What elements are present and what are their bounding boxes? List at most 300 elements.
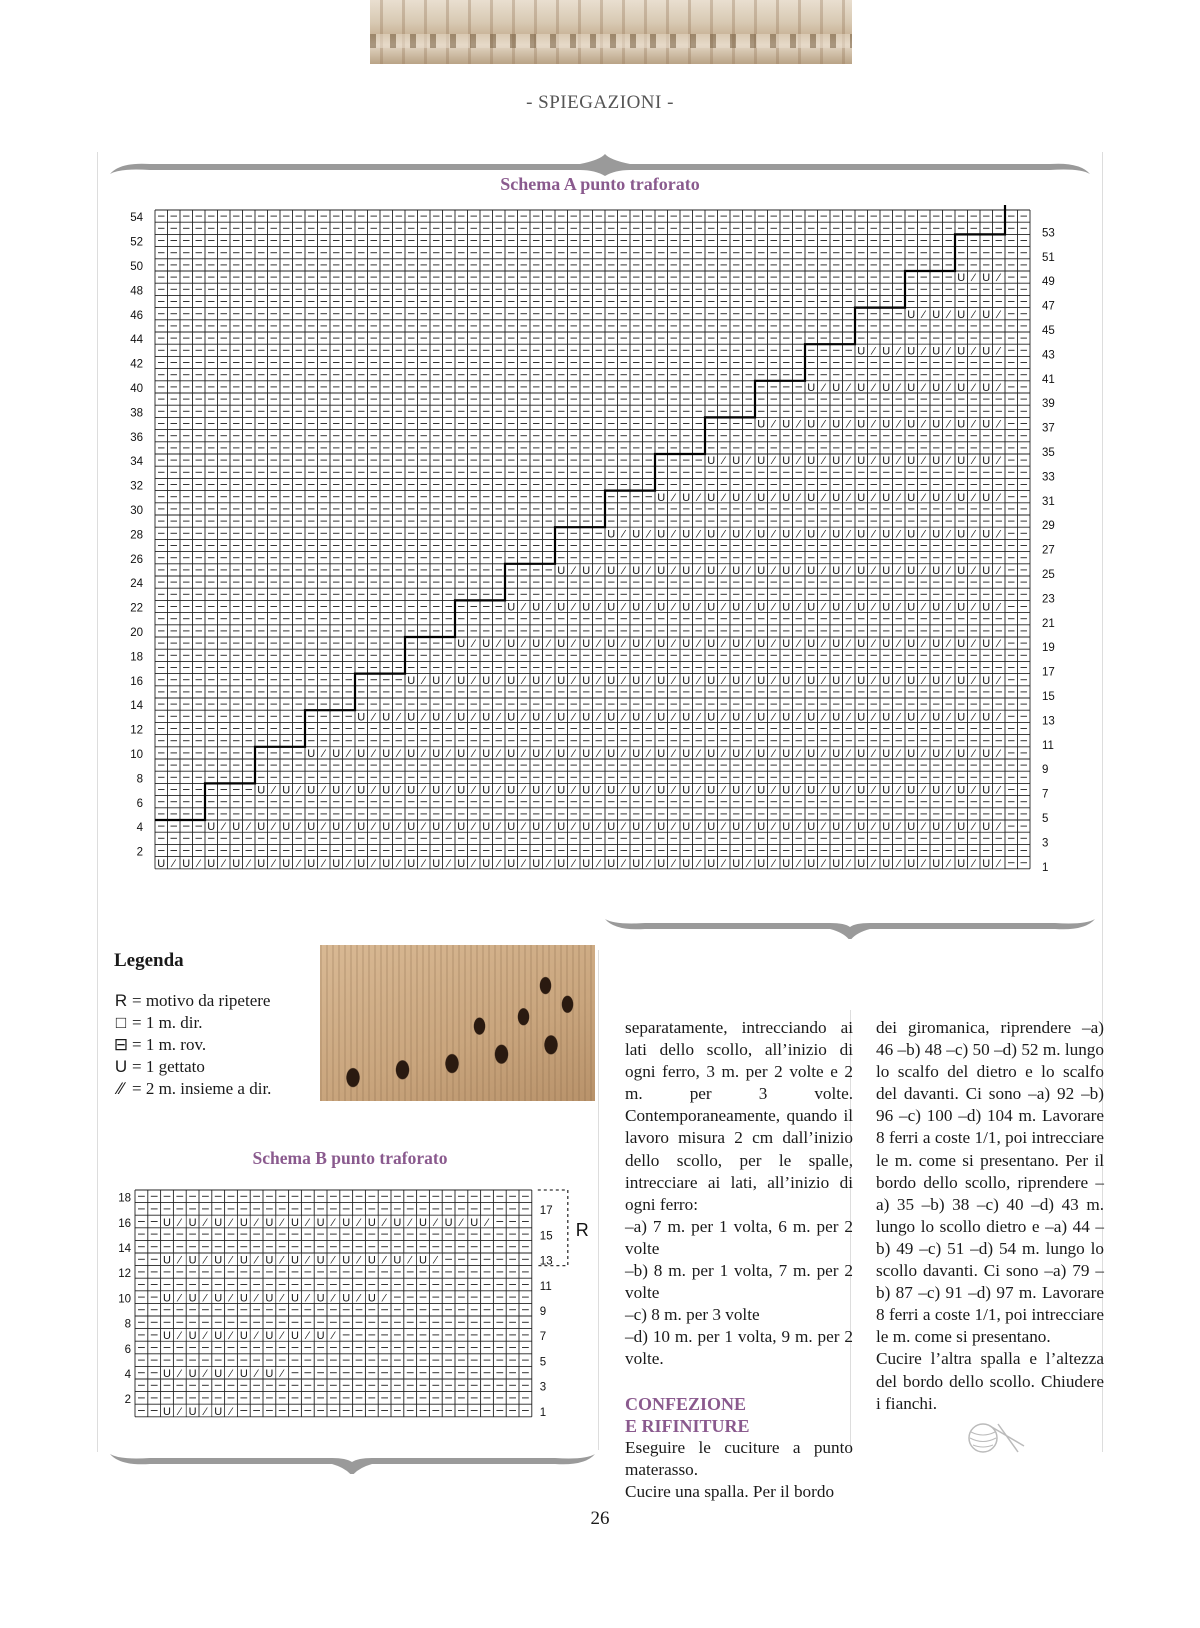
- lace-stitch-symbol: U: [214, 1216, 223, 1229]
- lace-stitch-symbol: U: [882, 455, 891, 468]
- lace-stitch-symbol: ⁄: [847, 821, 850, 834]
- lace-stitch-symbol: U: [232, 857, 241, 870]
- lace-stitch-symbol: ⁄: [397, 748, 400, 760]
- lace-stitch-symbol: U: [342, 1254, 351, 1267]
- lace-stitch-symbol: ⁄: [306, 1216, 309, 1229]
- lace-stitch-symbol: U: [982, 455, 991, 468]
- lace-stitch-symbol: ⁄: [297, 857, 300, 870]
- lace-stitch-symbol: U: [957, 711, 966, 724]
- paragraph: –b) 8 m. per 1 volta, 7 m. per 2 volte: [625, 1261, 853, 1303]
- lace-stitch-symbol: ⁄: [434, 1254, 437, 1267]
- lace-stitch-symbol: U: [757, 711, 766, 724]
- lace-stitch-symbol: U: [582, 674, 591, 687]
- chart-a-left-label: 52: [130, 236, 143, 249]
- lace-stitch-symbol: ⁄: [897, 418, 900, 431]
- lace-stitch-symbol: ⁄: [722, 565, 725, 577]
- lace-stitch-symbol: ⁄: [347, 784, 350, 797]
- lace-stitch-symbol: U: [757, 674, 766, 687]
- lace-stitch-symbol: ⁄: [230, 1405, 232, 1418]
- lace-stitch-symbol: U: [832, 638, 841, 651]
- lace-stitch-symbol: U: [682, 674, 691, 687]
- chart-b-right-label: 11: [539, 1280, 552, 1293]
- lace-stitch-symbol: ⁄: [255, 1216, 258, 1229]
- lace-stitch-symbol: U: [532, 711, 541, 724]
- lace-stitch-symbol: U: [907, 857, 916, 870]
- lace-stitch-symbol: U: [482, 638, 491, 651]
- lace-stitch-symbol: ⁄: [997, 711, 1000, 724]
- legend: [114, 990, 271, 1100]
- chart-a-left-label: 36: [130, 431, 143, 444]
- lace-stitch-symbol: U: [507, 857, 516, 870]
- lace-stitch-symbol: U: [188, 1330, 197, 1343]
- chart-b-title: Schema B punto traforato: [252, 1148, 448, 1168]
- lace-stitch-symbol: U: [807, 857, 816, 870]
- lace-stitch-symbol: ⁄: [947, 748, 950, 760]
- lace-stitch-symbol: U: [257, 857, 266, 870]
- lace-stitch-symbol: U: [932, 857, 941, 870]
- lace-stitch-symbol: ⁄: [204, 1405, 207, 1418]
- lace-stitch-symbol: U: [457, 784, 466, 797]
- lace-stitch-symbol: U: [432, 857, 441, 870]
- lace-stitch-symbol: ⁄: [547, 821, 550, 834]
- lace-stitch-symbol: ⁄: [822, 638, 825, 651]
- lace-stitch-symbol: U: [607, 748, 616, 760]
- lace-stitch-symbol: ⁄: [897, 345, 900, 358]
- chart-a-left-label: 30: [130, 505, 143, 517]
- lace-stitch-symbol: U: [732, 638, 741, 651]
- chart-a-grid: [105, 205, 1095, 885]
- lace-stitch-symbol: U: [882, 345, 891, 358]
- lace-stitch-symbol: U: [582, 638, 591, 651]
- lace-stitch-symbol: U: [957, 272, 966, 285]
- lace-stitch-symbol: U: [807, 455, 816, 468]
- lace-stitch-symbol: U: [157, 857, 166, 870]
- lace-stitch-symbol: U: [357, 784, 366, 797]
- chart-b-right-label: 3: [539, 1381, 547, 1394]
- lace-stitch-symbol: U: [807, 565, 816, 577]
- lace-stitch-symbol: U: [782, 638, 791, 651]
- repeat-symbol-icon: R: [114, 991, 128, 1010]
- lace-stitch-symbol: ⁄: [772, 528, 775, 541]
- chart-a-right-label: 25: [1042, 569, 1055, 581]
- lace-stitch-symbol: ⁄: [460, 1216, 463, 1229]
- lace-stitch-symbol: U: [282, 821, 291, 834]
- lace-stitch-symbol: ⁄: [672, 821, 675, 834]
- lace-stitch-symbol: U: [832, 601, 841, 614]
- lace-stitch-symbol: U: [982, 638, 991, 651]
- lace-stitch-symbol: U: [682, 565, 691, 577]
- lace-stitch-symbol: ⁄: [522, 674, 525, 687]
- lace-stitch-symbol: U: [907, 528, 916, 541]
- lace-stitch-symbol: U: [282, 784, 291, 797]
- lace-stitch-symbol: U: [932, 674, 941, 687]
- chart-a-right-label: 27: [1042, 544, 1055, 557]
- lace-stitch-symbol: ⁄: [622, 674, 625, 687]
- lace-stitch-symbol: ⁄: [622, 638, 625, 651]
- chart-a-left-label: 46: [130, 309, 143, 322]
- chart-a-right-label: 29: [1042, 520, 1055, 533]
- lace-stitch-symbol: ⁄: [822, 418, 825, 431]
- lace-stitch-symbol: U: [707, 784, 716, 797]
- lace-stitch-symbol: ⁄: [597, 565, 600, 577]
- lace-stitch-symbol: U: [265, 1368, 274, 1380]
- chart-a-right-label: 41: [1042, 373, 1055, 386]
- lace-stitch-symbol: U: [907, 345, 916, 358]
- lace-stitch-symbol: ⁄: [922, 784, 925, 797]
- lace-stitch-symbol: ⁄: [322, 857, 325, 870]
- lace-stitch-symbol: ⁄: [397, 857, 400, 870]
- lace-stitch-symbol: ⁄: [522, 711, 525, 724]
- lace-stitch-symbol: U: [557, 601, 566, 614]
- lace-stitch-symbol: ⁄: [332, 1216, 335, 1229]
- lace-stitch-symbol: ⁄: [422, 784, 425, 797]
- lace-stitch-symbol: ⁄: [972, 308, 975, 321]
- lace-stitch-symbol: ⁄: [204, 1292, 207, 1305]
- lace-stitch-symbol: U: [332, 748, 341, 760]
- lace-stitch-symbol: U: [582, 711, 591, 724]
- lace-stitch-symbol: ⁄: [572, 857, 575, 870]
- lace-stitch-symbol: ⁄: [997, 748, 1000, 760]
- lace-stitch-symbol: U: [291, 1254, 299, 1267]
- lace-stitch-symbol: U: [732, 674, 741, 687]
- lace-stitch-symbol: U: [957, 857, 966, 870]
- lace-stitch-symbol: U: [732, 601, 741, 614]
- lace-stitch-symbol: U: [432, 748, 441, 760]
- lace-stitch-symbol: U: [907, 638, 916, 651]
- lace-stitch-symbol: U: [907, 784, 916, 797]
- chart-a-left-label: 20: [130, 627, 143, 639]
- text-column-1: [625, 1017, 853, 1503]
- chart-a-right-label: 43: [1042, 349, 1055, 362]
- lace-stitch-symbol: ⁄: [522, 748, 525, 760]
- lace-stitch-symbol: ⁄: [547, 711, 550, 724]
- k2tog-symbol-icon: ⁄∕: [118, 1079, 124, 1098]
- lace-stitch-symbol: U: [632, 857, 641, 870]
- lace-stitch-symbol: ⁄: [897, 748, 900, 760]
- lace-stitch-symbol: ⁄: [922, 418, 925, 431]
- lace-stitch-symbol: U: [932, 821, 941, 834]
- lace-stitch-symbol: U: [265, 1330, 274, 1343]
- chart-b-right-label: 1: [539, 1406, 547, 1419]
- legend-item: [114, 990, 271, 1012]
- lace-stitch-symbol: U: [832, 748, 841, 760]
- lace-stitch-symbol: ⁄: [672, 711, 675, 724]
- lace-stitch-symbol: U: [757, 418, 766, 431]
- lace-stitch-symbol: U: [907, 308, 916, 321]
- lace-stitch-symbol: U: [907, 455, 916, 468]
- lace-stitch-symbol: ⁄: [822, 565, 825, 577]
- lace-stitch-symbol: U: [291, 1330, 299, 1343]
- lace-stitch-symbol: U: [316, 1292, 325, 1305]
- lace-stitch-symbol: ⁄: [922, 601, 925, 614]
- lace-stitch-symbol: ⁄: [897, 382, 900, 394]
- lace-stitch-symbol: U: [432, 821, 441, 834]
- lace-stitch-symbol: U: [882, 565, 891, 577]
- lace-stitch-symbol: U: [163, 1330, 171, 1343]
- lace-stitch-symbol: ⁄: [872, 491, 875, 504]
- lace-stitch-symbol: U: [407, 674, 416, 687]
- lace-stitch-symbol: ⁄: [178, 1405, 181, 1418]
- lace-stitch-symbol: ⁄: [972, 382, 975, 394]
- lace-stitch-symbol: U: [957, 418, 966, 431]
- lace-stitch-symbol: ⁄: [922, 528, 925, 541]
- chart-b-left-label: 2: [124, 1394, 131, 1407]
- chart-a-right-label: 11: [1042, 739, 1054, 752]
- lace-stitch-symbol: ⁄: [697, 491, 700, 504]
- lace-stitch-symbol: U: [882, 601, 891, 614]
- lace-stitch-symbol: ⁄: [772, 638, 775, 651]
- lace-stitch-symbol: ⁄: [172, 857, 175, 870]
- lace-stitch-symbol: U: [407, 711, 416, 724]
- lace-stitch-symbol: U: [507, 674, 516, 687]
- lace-stitch-symbol: U: [782, 784, 791, 797]
- lace-stitch-symbol: ⁄: [597, 601, 600, 614]
- lace-stitch-symbol: ⁄: [797, 857, 800, 870]
- lace-stitch-symbol: ⁄: [272, 784, 275, 797]
- lace-stitch-symbol: U: [957, 821, 966, 834]
- lace-stitch-symbol: U: [807, 491, 816, 504]
- chart-a-left-label: 44: [130, 334, 143, 347]
- page-header: - SPIEGAZIONI -: [526, 92, 674, 113]
- lace-stitch-symbol: ⁄: [972, 528, 975, 541]
- lace-stitch-symbol: ⁄: [447, 711, 450, 724]
- lace-stitch-symbol: U: [332, 821, 341, 834]
- chart-a-left-label: 8: [136, 773, 143, 786]
- lace-stitch-symbol: ⁄: [247, 857, 250, 870]
- paragraph: Eseguire le cuciture a punto materasso.: [625, 1437, 853, 1479]
- lace-stitch-symbol: U: [432, 674, 441, 687]
- text-column-2: [876, 1017, 1104, 1415]
- lace-stitch-symbol: U: [482, 857, 491, 870]
- lace-stitch-symbol: U: [682, 638, 691, 651]
- lace-stitch-symbol: U: [907, 748, 916, 760]
- lace-stitch-symbol: ⁄: [597, 784, 600, 797]
- lace-stitch-symbol: ⁄: [547, 601, 550, 614]
- lace-stitch-symbol: U: [782, 528, 791, 541]
- lace-stitch-symbol: ⁄: [997, 528, 1000, 541]
- lace-stitch-symbol: U: [163, 1368, 171, 1380]
- paragraph: separatamente, intrecciando ai lati dello scollo, all’inizio di ogni ferro, 3 m. per 2 volte e 2 m. per 3 volte. Contemporaneamente, quando il lavoro misura 2 cm dall’inizio dello scollo, per le spalle, intrecciare ai lati, all’inizio di ogni ferro:: [625, 1018, 853, 1214]
- lace-stitch-symbol: ⁄: [255, 1254, 258, 1267]
- lace-stitch-symbol: ⁄: [922, 455, 925, 468]
- lace-stitch-symbol: ⁄: [872, 601, 875, 614]
- chart-a-right-label: 23: [1042, 593, 1055, 606]
- lace-stitch-symbol: ⁄: [972, 455, 975, 468]
- lace-stitch-symbol: U: [632, 638, 641, 651]
- lace-stitch-symbol: U: [207, 857, 216, 870]
- lace-stitch-symbol: ⁄: [622, 565, 625, 577]
- lace-stitch-symbol: ⁄: [697, 711, 700, 724]
- lace-stitch-symbol: U: [932, 601, 941, 614]
- lace-stitch-symbol: ⁄: [947, 345, 950, 358]
- lace-stitch-symbol: ⁄: [204, 1368, 207, 1380]
- lace-stitch-symbol: ⁄: [572, 748, 575, 760]
- lace-stitch-symbol: U: [657, 565, 666, 577]
- chart-a-left-label: 26: [130, 553, 143, 566]
- lace-stitch-symbol: U: [957, 784, 966, 797]
- legend-item: [114, 1034, 271, 1056]
- lace-stitch-symbol: ⁄: [697, 528, 700, 541]
- lace-stitch-symbol: U: [982, 565, 991, 577]
- lace-stitch-symbol: ⁄: [997, 418, 1000, 431]
- lace-stitch-symbol: ⁄: [383, 1216, 386, 1229]
- lace-stitch-symbol: ⁄: [647, 748, 650, 760]
- lace-stitch-symbol: ⁄: [972, 784, 975, 797]
- lace-stitch-symbol: ⁄: [322, 784, 325, 797]
- lace-stitch-symbol: U: [214, 1254, 223, 1267]
- left-margin-line: [97, 152, 98, 1452]
- lace-stitch-symbol: U: [757, 821, 766, 834]
- lace-stitch-symbol: U: [367, 1216, 376, 1229]
- lace-stitch-symbol: U: [982, 382, 991, 394]
- lace-stitch-symbol: U: [707, 638, 716, 651]
- lace-stitch-symbol: ⁄: [178, 1216, 181, 1229]
- lace-stitch-symbol: U: [557, 638, 566, 651]
- lace-stitch-symbol: ⁄: [822, 528, 825, 541]
- chart-a-left-label: 10: [130, 749, 143, 761]
- lace-stitch-symbol: U: [882, 528, 891, 541]
- lace-stitch-symbol: U: [357, 857, 366, 870]
- lace-stitch-symbol: U: [882, 418, 891, 431]
- lace-stitch-symbol: ⁄: [322, 821, 325, 834]
- lace-stitch-symbol: ⁄: [772, 455, 775, 468]
- top-banner-decoration: [110, 152, 1090, 176]
- lace-stitch-symbol: ⁄: [622, 748, 625, 760]
- lace-stitch-symbol: ⁄: [597, 674, 600, 687]
- lace-stitch-symbol: ⁄: [972, 272, 975, 285]
- lace-stitch-symbol: U: [407, 821, 416, 834]
- chart-a-left-label: 14: [130, 700, 143, 713]
- lace-stitch-symbol: U: [707, 491, 716, 504]
- lace-stitch-symbol: U: [657, 601, 666, 614]
- lace-stitch-symbol: ⁄: [697, 565, 700, 577]
- lace-stitch-symbol: U: [907, 674, 916, 687]
- lace-stitch-symbol: ⁄: [372, 748, 375, 760]
- lace-stitch-symbol: U: [707, 528, 716, 541]
- lace-stitch-symbol: ⁄: [922, 382, 925, 394]
- knit-stitch-symbol-icon: □: [115, 1013, 127, 1032]
- lace-stitch-symbol: ⁄: [997, 272, 1000, 285]
- lace-stitch-symbol: U: [782, 418, 791, 431]
- lace-stitch-symbol: U: [657, 748, 666, 760]
- lace-stitch-symbol: U: [507, 748, 516, 760]
- lace-stitch-symbol: U: [982, 857, 991, 870]
- lace-stitch-symbol: ⁄: [947, 821, 950, 834]
- chart-a-left-label: 2: [136, 846, 143, 859]
- lace-stitch-symbol: ⁄: [872, 674, 875, 687]
- lace-stitch-symbol: U: [470, 1216, 479, 1229]
- lace-stitch-symbol: U: [982, 711, 991, 724]
- lace-stitch-symbol: ⁄: [947, 857, 950, 870]
- chart-b-right-label: 13: [539, 1255, 553, 1268]
- lace-stitch-symbol: U: [857, 491, 866, 504]
- lace-stitch-symbol: ⁄: [847, 565, 850, 577]
- lace-stitch-symbol: U: [407, 784, 416, 797]
- lace-stitch-symbol: ⁄: [472, 748, 475, 760]
- purl-stitch-symbol-icon: ⊟: [113, 1035, 129, 1054]
- lace-stitch-symbol: ⁄: [472, 857, 475, 870]
- lace-stitch-symbol: ⁄: [972, 711, 975, 724]
- lace-stitch-symbol: U: [982, 528, 991, 541]
- lace-stitch-symbol: U: [607, 565, 616, 577]
- legend-text: = 1 gettato: [132, 1057, 205, 1076]
- lace-stitch-symbol: ⁄: [822, 491, 825, 504]
- lace-stitch-symbol: U: [532, 674, 541, 687]
- lace-stitch-symbol: U: [807, 784, 816, 797]
- lace-stitch-symbol: ⁄: [722, 748, 725, 760]
- lace-stitch-symbol: U: [332, 857, 341, 870]
- lace-stitch-symbol: ⁄: [281, 1292, 284, 1305]
- lace-stitch-symbol: U: [188, 1405, 197, 1418]
- lace-stitch-symbol: ⁄: [972, 748, 975, 760]
- lace-stitch-symbol: U: [239, 1368, 248, 1380]
- lace-stitch-symbol: U: [316, 1254, 325, 1267]
- lace-stitch-symbol: U: [857, 784, 866, 797]
- lace-stitch-symbol: U: [882, 748, 891, 760]
- chart-a-left-label: 24: [130, 578, 143, 591]
- lace-stitch-symbol: U: [582, 857, 591, 870]
- lace-stitch-symbol: U: [657, 857, 666, 870]
- lace-stitch-symbol: U: [907, 382, 916, 394]
- lace-stitch-symbol: U: [932, 308, 941, 321]
- lace-stitch-symbol: ⁄: [747, 491, 750, 504]
- chart-a-left-label: 6: [136, 797, 143, 810]
- lace-stitch-symbol: U: [857, 418, 866, 431]
- lace-stitch-symbol: U: [882, 857, 891, 870]
- lace-stitch-symbol: U: [757, 857, 766, 870]
- lace-stitch-symbol: ⁄: [947, 455, 950, 468]
- lace-stitch-symbol: U: [782, 857, 791, 870]
- lace-stitch-symbol: U: [757, 748, 766, 760]
- lace-stitch-symbol: U: [957, 748, 966, 760]
- lace-stitch-symbol: U: [882, 491, 891, 504]
- lace-stitch-symbol: U: [265, 1216, 274, 1229]
- lace-stitch-symbol: U: [982, 748, 991, 760]
- lace-stitch-symbol: ⁄: [897, 601, 900, 614]
- lace-stitch-symbol: U: [607, 821, 616, 834]
- chart-a-left-label: 22: [130, 602, 143, 615]
- lace-stitch-symbol: U: [757, 638, 766, 651]
- lace-stitch-symbol: ⁄: [647, 565, 650, 577]
- lace-stitch-symbol: ⁄: [797, 418, 800, 431]
- lace-stitch-symbol: U: [307, 857, 316, 870]
- lace-stitch-symbol: U: [707, 455, 716, 468]
- lace-stitch-symbol: U: [932, 345, 941, 358]
- lace-stitch-symbol: U: [907, 711, 916, 724]
- lace-stitch-symbol: U: [857, 857, 866, 870]
- lace-stitch-symbol: U: [582, 565, 591, 577]
- lace-stitch-symbol: ⁄: [997, 857, 1000, 870]
- lace-stitch-symbol: U: [457, 857, 466, 870]
- chart-a-left-label: 38: [130, 407, 143, 420]
- lace-stitch-symbol: U: [682, 491, 691, 504]
- lace-stitch-symbol: ⁄: [522, 638, 525, 651]
- lace-stitch-symbol: U: [657, 528, 666, 541]
- lace-stitch-symbol: U: [182, 857, 191, 870]
- lace-stitch-symbol: ⁄: [332, 1292, 335, 1305]
- lace-stitch-symbol: ⁄: [972, 674, 975, 687]
- lace-stitch-symbol: ⁄: [372, 784, 375, 797]
- chart-a-left-label: 28: [130, 529, 143, 542]
- lace-stitch-symbol: U: [907, 565, 916, 577]
- lace-stitch-symbol: U: [557, 711, 566, 724]
- lace-stitch-symbol: U: [732, 821, 741, 834]
- chart-b-right-label: 17: [539, 1205, 553, 1218]
- lace-stitch-symbol: ⁄: [204, 1216, 207, 1229]
- lace-stitch-symbol: ⁄: [772, 491, 775, 504]
- lace-stitch-symbol: ⁄: [383, 1254, 386, 1267]
- lace-stitch-symbol: ⁄: [997, 601, 1000, 614]
